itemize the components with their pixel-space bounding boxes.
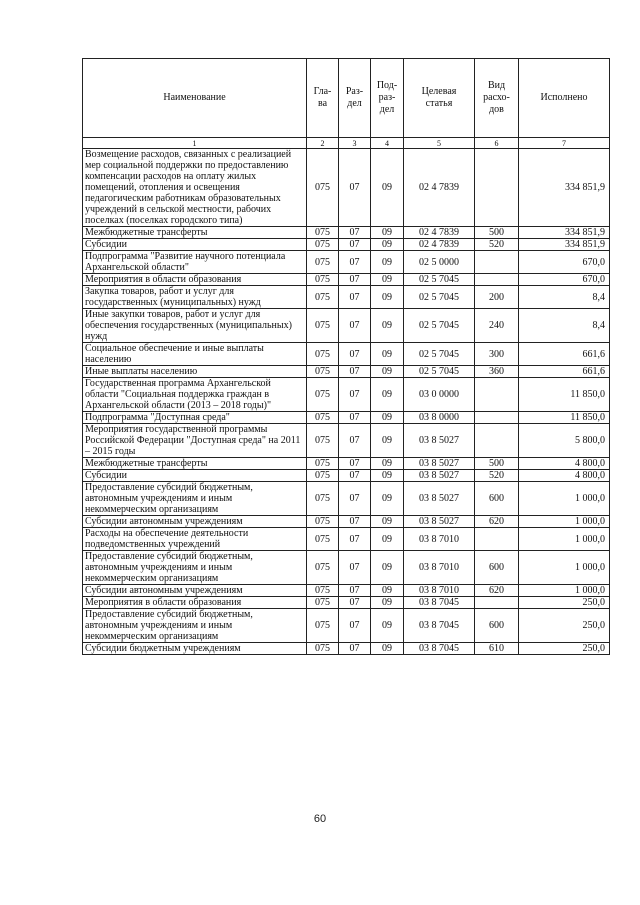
- row-podrazdel-cell: 09: [371, 286, 404, 309]
- row-vid-cell: 520: [475, 470, 519, 482]
- row-name-cell: Субсидии автономным учреждениям: [83, 585, 307, 597]
- row-podrazdel-cell: 09: [371, 585, 404, 597]
- row-vid-cell: [475, 378, 519, 412]
- row-statya-cell: 02 5 0000: [404, 251, 475, 274]
- row-amount-cell: 11 850,0: [519, 378, 610, 412]
- row-amount-cell: 1 000,0: [519, 516, 610, 528]
- row-vid-cell: 500: [475, 458, 519, 470]
- row-name-cell: Субсидии бюджетным учреждениям: [83, 643, 307, 655]
- row-name-cell: Закупка товаров, работ и услуг для государственных (муниципальных) нужд: [83, 286, 307, 309]
- row-glava-cell: 075: [307, 286, 339, 309]
- row-amount-cell: 661,6: [519, 366, 610, 378]
- row-vid-cell: [475, 528, 519, 551]
- row-vid-cell: 240: [475, 309, 519, 343]
- row-podrazdel-cell: 09: [371, 597, 404, 609]
- column-number: 4: [371, 138, 404, 149]
- row-vid-cell: [475, 597, 519, 609]
- page-number: 60: [313, 813, 327, 825]
- row-name-cell: Мероприятия государственной программы Российской Федерации "Доступная среда" на 2011 – 2015 годы: [83, 424, 307, 458]
- table-row: [83, 516, 610, 528]
- row-amount-cell: 670,0: [519, 274, 610, 286]
- table-row: [83, 528, 610, 551]
- table-row: [83, 470, 610, 482]
- row-statya-cell: 03 8 7010: [404, 528, 475, 551]
- row-vid-cell: [475, 412, 519, 424]
- header-razdel: Раз- дел: [339, 59, 371, 138]
- row-statya-cell: 02 5 7045: [404, 286, 475, 309]
- row-vid-cell: 620: [475, 585, 519, 597]
- row-name-cell: Предоставление субсидий бюджетным, автономным учреждениям и иным некоммерческим организациям: [83, 551, 307, 585]
- row-razdel-cell: 07: [339, 286, 371, 309]
- row-razdel-cell: 07: [339, 412, 371, 424]
- row-amount-cell: 1 000,0: [519, 528, 610, 551]
- row-amount-cell: 1 000,0: [519, 551, 610, 585]
- row-amount-cell: 4 800,0: [519, 458, 610, 470]
- row-name-cell: Подпрограмма "Доступная среда": [83, 412, 307, 424]
- header-podrazdel: Под- раз- дел: [371, 59, 404, 138]
- table-row: [83, 149, 610, 227]
- header-vid: Вид расхо- дов: [475, 59, 519, 138]
- table-row: [83, 424, 610, 458]
- table-row: [83, 585, 610, 597]
- row-razdel-cell: 07: [339, 551, 371, 585]
- row-podrazdel-cell: 09: [371, 609, 404, 643]
- row-razdel-cell: 07: [339, 274, 371, 286]
- row-podrazdel-cell: 09: [371, 251, 404, 274]
- row-name-cell: Расходы на обеспечение деятельности подведомственных учреждений: [83, 528, 307, 551]
- table-row: [83, 609, 610, 643]
- column-number: 6: [475, 138, 519, 149]
- row-razdel-cell: 07: [339, 585, 371, 597]
- row-podrazdel-cell: 09: [371, 412, 404, 424]
- row-podrazdel-cell: 09: [371, 309, 404, 343]
- row-glava-cell: 075: [307, 343, 339, 366]
- row-amount-cell: 11 850,0: [519, 412, 610, 424]
- row-razdel-cell: 07: [339, 458, 371, 470]
- row-statya-cell: 03 0 0000: [404, 378, 475, 412]
- row-glava-cell: 075: [307, 458, 339, 470]
- row-razdel-cell: 07: [339, 597, 371, 609]
- row-razdel-cell: 07: [339, 227, 371, 239]
- row-vid-cell: 610: [475, 643, 519, 655]
- row-statya-cell: 03 8 7010: [404, 585, 475, 597]
- row-statya-cell: 03 8 5027: [404, 424, 475, 458]
- row-name-cell: Мероприятия в области образования: [83, 274, 307, 286]
- row-podrazdel-cell: 09: [371, 470, 404, 482]
- row-podrazdel-cell: 09: [371, 274, 404, 286]
- row-razdel-cell: 07: [339, 609, 371, 643]
- row-vid-cell: 500: [475, 227, 519, 239]
- row-name-cell: Мероприятия в области образования: [83, 597, 307, 609]
- row-statya-cell: 02 5 7045: [404, 274, 475, 286]
- table-row: [83, 378, 610, 412]
- row-razdel-cell: 07: [339, 470, 371, 482]
- row-amount-cell: 1 000,0: [519, 482, 610, 516]
- row-name-cell: Межбюджетные трансферты: [83, 458, 307, 470]
- row-razdel-cell: 07: [339, 251, 371, 274]
- table-body: [83, 149, 610, 655]
- budget-table: [82, 58, 610, 655]
- row-name-cell: Межбюджетные трансферты: [83, 227, 307, 239]
- row-razdel-cell: 07: [339, 424, 371, 458]
- row-statya-cell: 02 4 7839: [404, 227, 475, 239]
- row-podrazdel-cell: 09: [371, 643, 404, 655]
- row-vid-cell: 620: [475, 516, 519, 528]
- row-statya-cell: 02 4 7839: [404, 149, 475, 227]
- row-amount-cell: 4 800,0: [519, 470, 610, 482]
- row-vid-cell: 600: [475, 551, 519, 585]
- column-number: 5: [404, 138, 475, 149]
- row-podrazdel-cell: 09: [371, 378, 404, 412]
- table-row: [83, 366, 610, 378]
- row-razdel-cell: 07: [339, 239, 371, 251]
- row-amount-cell: 334 851,9: [519, 227, 610, 239]
- header-glava: Гла- ва: [307, 59, 339, 138]
- row-glava-cell: 075: [307, 470, 339, 482]
- row-name-cell: Субсидии: [83, 239, 307, 251]
- table-row: [83, 458, 610, 470]
- row-razdel-cell: 07: [339, 309, 371, 343]
- row-statya-cell: 02 5 7045: [404, 343, 475, 366]
- row-razdel-cell: 07: [339, 366, 371, 378]
- row-statya-cell: 03 8 0000: [404, 412, 475, 424]
- row-glava-cell: 075: [307, 227, 339, 239]
- row-statya-cell: 03 8 5027: [404, 470, 475, 482]
- row-glava-cell: 075: [307, 378, 339, 412]
- row-podrazdel-cell: 09: [371, 458, 404, 470]
- row-amount-cell: 250,0: [519, 643, 610, 655]
- row-glava-cell: 075: [307, 424, 339, 458]
- row-statya-cell: 02 4 7839: [404, 239, 475, 251]
- row-podrazdel-cell: 09: [371, 366, 404, 378]
- row-name-cell: Предоставление субсидий бюджетным, автономным учреждениям и иным некоммерческим организациям: [83, 482, 307, 516]
- table-row: [83, 309, 610, 343]
- table-row: [83, 643, 610, 655]
- table-row: [83, 239, 610, 251]
- row-glava-cell: 075: [307, 412, 339, 424]
- row-name-cell: Социальное обеспечение и иные выплаты населению: [83, 343, 307, 366]
- row-amount-cell: 334 851,9: [519, 149, 610, 227]
- row-glava-cell: 075: [307, 597, 339, 609]
- row-vid-cell: [475, 149, 519, 227]
- row-razdel-cell: 07: [339, 343, 371, 366]
- row-glava-cell: 075: [307, 482, 339, 516]
- table-row: [83, 227, 610, 239]
- row-statya-cell: 02 5 7045: [404, 366, 475, 378]
- row-podrazdel-cell: 09: [371, 482, 404, 516]
- row-glava-cell: 075: [307, 528, 339, 551]
- row-glava-cell: 075: [307, 274, 339, 286]
- table-row: [83, 482, 610, 516]
- row-podrazdel-cell: 09: [371, 551, 404, 585]
- row-name-cell: Возмещение расходов, связанных с реализацией мер социальной поддержки по предоставлению компенсации расходов на оплату жилых помещений, отопления и освещения педагогическим работникам образовательных учреждений в сельской местности, рабочих поселках (поселках городского типа): [83, 149, 307, 227]
- row-razdel-cell: 07: [339, 378, 371, 412]
- row-razdel-cell: 07: [339, 643, 371, 655]
- row-razdel-cell: 07: [339, 482, 371, 516]
- column-number: 7: [519, 138, 610, 149]
- row-vid-cell: [475, 251, 519, 274]
- row-amount-cell: 8,4: [519, 309, 610, 343]
- column-number-row: [83, 138, 610, 149]
- row-podrazdel-cell: 09: [371, 343, 404, 366]
- row-vid-cell: [475, 274, 519, 286]
- row-vid-cell: 600: [475, 482, 519, 516]
- column-number: 2: [307, 138, 339, 149]
- row-amount-cell: 250,0: [519, 609, 610, 643]
- row-podrazdel-cell: 09: [371, 528, 404, 551]
- row-amount-cell: 661,6: [519, 343, 610, 366]
- row-vid-cell: [475, 424, 519, 458]
- table-row: [83, 274, 610, 286]
- row-vid-cell: 520: [475, 239, 519, 251]
- row-glava-cell: 075: [307, 366, 339, 378]
- row-vid-cell: 200: [475, 286, 519, 309]
- row-amount-cell: 1 000,0: [519, 585, 610, 597]
- row-statya-cell: 03 8 5027: [404, 482, 475, 516]
- row-statya-cell: 03 8 7045: [404, 643, 475, 655]
- header-statya: Целевая статья: [404, 59, 475, 138]
- row-glava-cell: 075: [307, 643, 339, 655]
- table-row: [83, 551, 610, 585]
- row-podrazdel-cell: 09: [371, 516, 404, 528]
- table-row: [83, 286, 610, 309]
- row-name-cell: Иные закупки товаров, работ и услуг для обеспечения государственных (муниципальных) нужд: [83, 309, 307, 343]
- row-razdel-cell: 07: [339, 516, 371, 528]
- row-name-cell: Подпрограмма "Развитие научного потенциала Архангельской области": [83, 251, 307, 274]
- row-statya-cell: 03 8 5027: [404, 516, 475, 528]
- row-glava-cell: 075: [307, 609, 339, 643]
- row-glava-cell: 075: [307, 149, 339, 227]
- row-glava-cell: 075: [307, 585, 339, 597]
- row-glava-cell: 075: [307, 551, 339, 585]
- row-vid-cell: 360: [475, 366, 519, 378]
- row-podrazdel-cell: 09: [371, 239, 404, 251]
- row-amount-cell: 250,0: [519, 597, 610, 609]
- row-glava-cell: 075: [307, 309, 339, 343]
- row-vid-cell: 300: [475, 343, 519, 366]
- row-name-cell: Субсидии автономным учреждениям: [83, 516, 307, 528]
- table-row: [83, 343, 610, 366]
- row-podrazdel-cell: 09: [371, 227, 404, 239]
- table-row: [83, 251, 610, 274]
- column-number: 1: [83, 138, 307, 149]
- row-statya-cell: 03 8 7045: [404, 597, 475, 609]
- table-row: [83, 597, 610, 609]
- row-amount-cell: 8,4: [519, 286, 610, 309]
- row-vid-cell: 600: [475, 609, 519, 643]
- row-amount-cell: 334 851,9: [519, 239, 610, 251]
- row-name-cell: Государственная программа Архангельской области "Социальная поддержка граждан в Архангельской области (2013 – 2018 годы)": [83, 378, 307, 412]
- row-name-cell: Иные выплаты населению: [83, 366, 307, 378]
- row-podrazdel-cell: 09: [371, 424, 404, 458]
- table-row: [83, 412, 610, 424]
- row-glava-cell: 075: [307, 251, 339, 274]
- row-amount-cell: 5 800,0: [519, 424, 610, 458]
- row-razdel-cell: 07: [339, 528, 371, 551]
- header-row: [83, 59, 610, 138]
- row-amount-cell: 670,0: [519, 251, 610, 274]
- row-statya-cell: 03 8 7010: [404, 551, 475, 585]
- row-glava-cell: 075: [307, 239, 339, 251]
- row-statya-cell: 03 8 7045: [404, 609, 475, 643]
- column-number: 3: [339, 138, 371, 149]
- header-amount: Исполнено: [519, 59, 610, 138]
- header-name: Наименование: [83, 59, 307, 138]
- row-name-cell: Субсидии: [83, 470, 307, 482]
- row-razdel-cell: 07: [339, 149, 371, 227]
- row-glava-cell: 075: [307, 516, 339, 528]
- row-podrazdel-cell: 09: [371, 149, 404, 227]
- row-statya-cell: 03 8 5027: [404, 458, 475, 470]
- row-statya-cell: 02 5 7045: [404, 309, 475, 343]
- row-name-cell: Предоставление субсидий бюджетным, автономным учреждениям и иным некоммерческим организациям: [83, 609, 307, 643]
